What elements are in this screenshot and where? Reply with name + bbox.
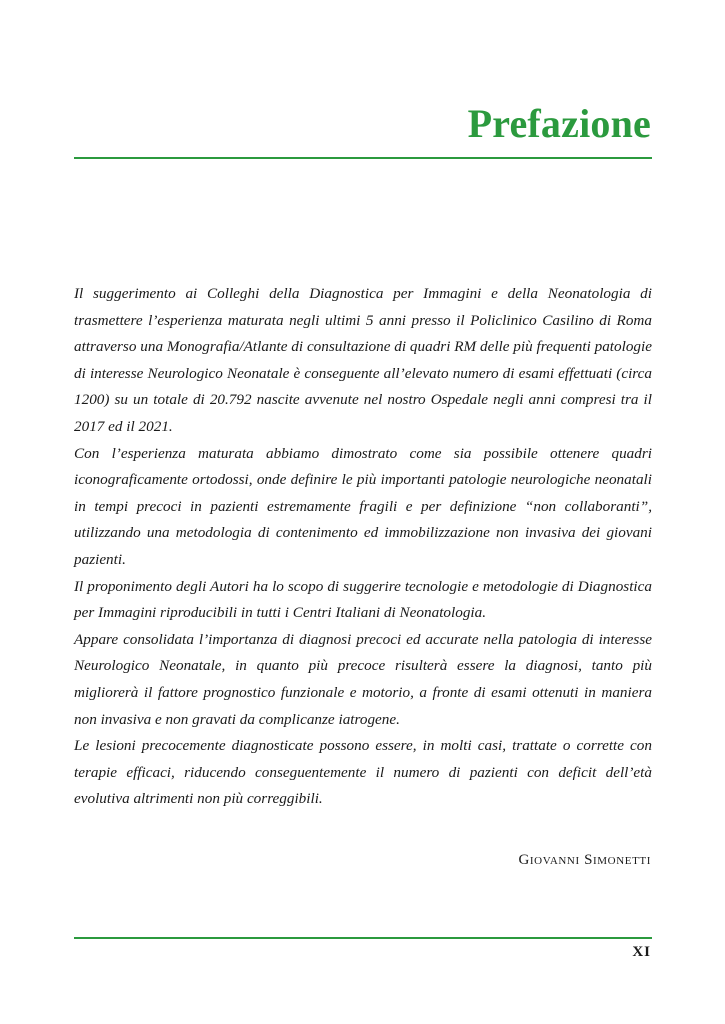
paragraph-3: Il proponimento degli Autori ha lo scopo di suggerire tecnologie e metodologie di Diagnostica per Immagini riproducibili in tutti i Centri Italiani di Neonatologia. xyxy=(74,577,652,622)
preface-body xyxy=(74,281,652,813)
page-number: XI xyxy=(632,944,651,960)
paragraph-1: Il suggerimento ai Colleghi della Diagnostica per Immagini e della Neonatologia di trasmettere l’esperienza maturata negli ultimi 5 anni presso il Policlinico Casilino di Roma attraverso una Monografia/Atlante di consultazione di quadri RM delle più frequenti patologie di interesse Neurologico Neonatale è conseguente all’elevato numero di esami effettuati (circa 1200) su un totale di 20.792 nascite avvenute nel nostro Ospedale negli anni compresi tra il 2017 ed il 2021. xyxy=(74,285,652,435)
paragraph-5: Le lesioni precocemente diagnosticate possono essere, in molti casi, trattate o corrette con terapie efficaci, riducendo conseguentemente il numero di pazienti con deficit dell’età evolutiva altrimenti non più correggibili. xyxy=(74,737,652,808)
page-title: Prefazione xyxy=(467,101,651,146)
title-divider xyxy=(74,157,652,159)
paragraph-2: Con l’esperienza maturata abbiamo dimostrato come sia possibile ottenere quadri iconograficamente ortodossi, onde definire le più importanti patologie neurologiche neonatali in tempi precoci in pazienti estremamente fragili e per definizione “non collaboranti”, utilizzando una metodologia di contenimento ed immobilizzazione non invasiva dei giovani pazienti. xyxy=(74,444,652,568)
paragraph-4: Appare consolidata l’importanza di diagnosi precoci ed accurate nella patologia di interesse Neurologico Neonatale, in quanto più precoce risulterà essere la diagnosi, tanto più migliorerà il fattore prognostico funzionale e motorio, a fronte di esami ottenuti in maniera non invasiva e non gravati da complicanze iatrogene. xyxy=(74,630,652,728)
footer-divider xyxy=(74,937,652,939)
author-signature: Giovanni Simonetti xyxy=(518,852,651,868)
